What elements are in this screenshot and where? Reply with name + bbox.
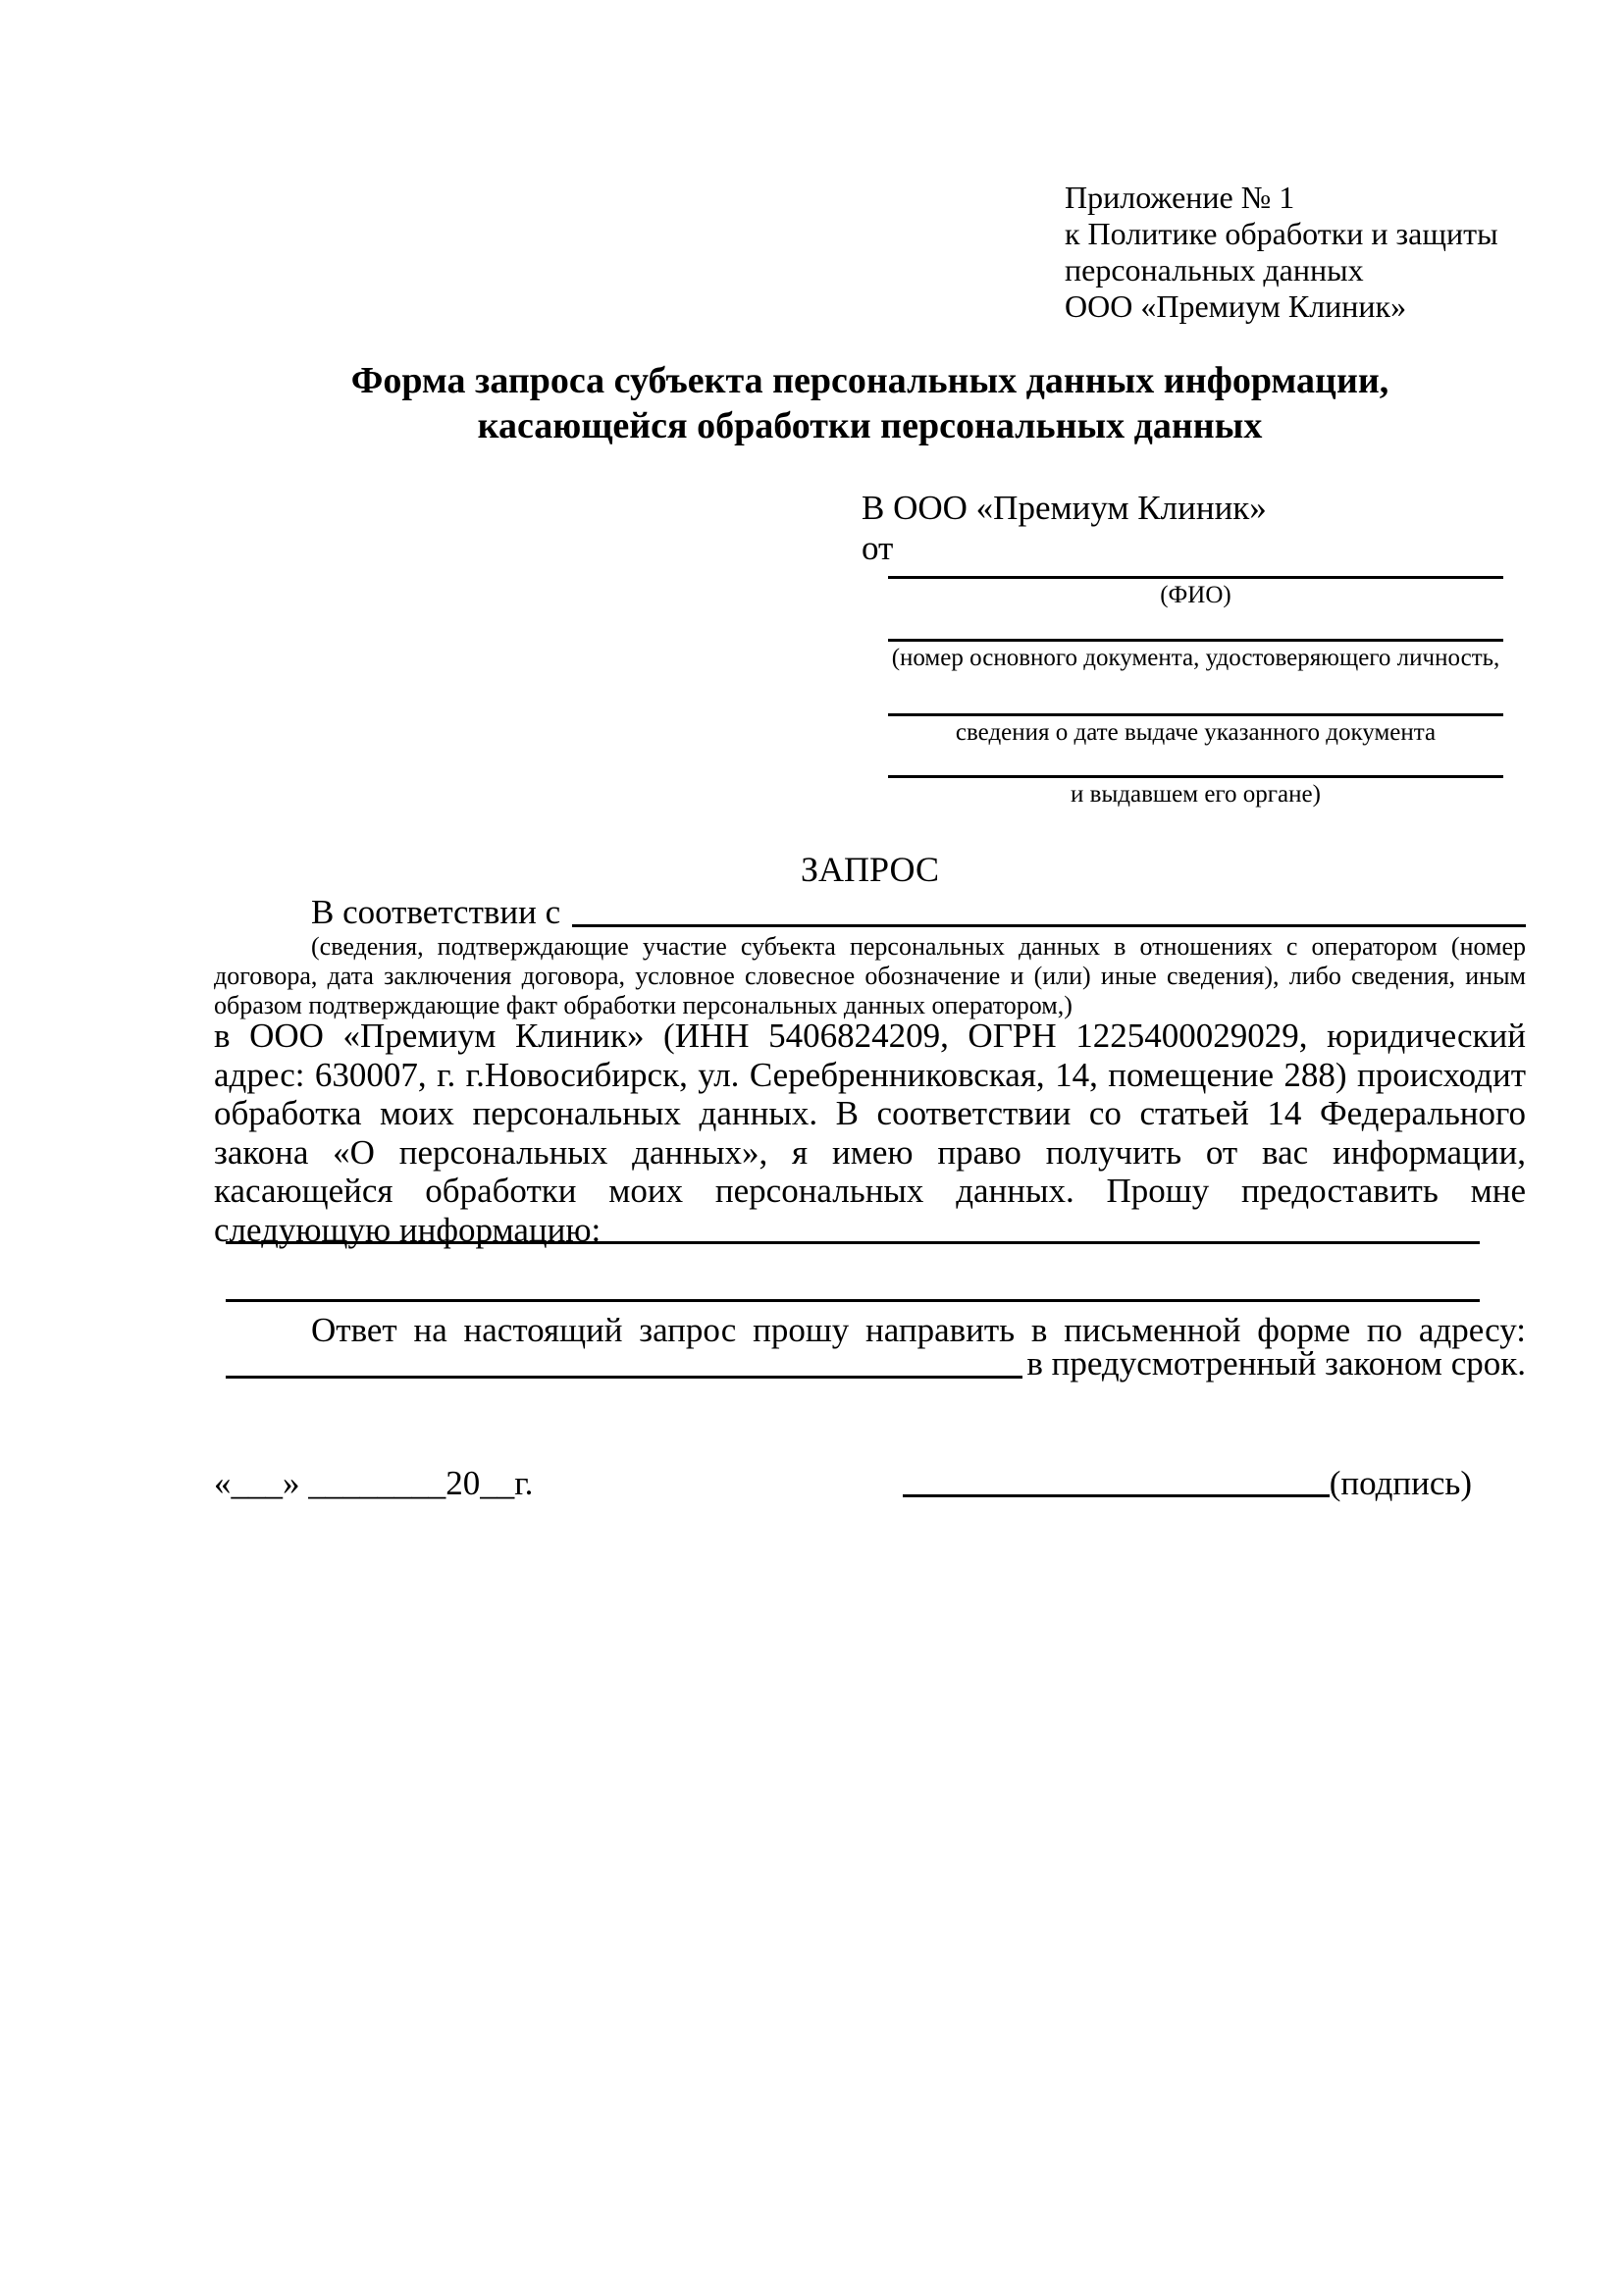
addressee-from-label: от <box>862 529 894 567</box>
appendix-header-line: персональных данных <box>1065 252 1364 287</box>
document-title-line-1: Форма запроса субъекта персональных данных информации, <box>350 360 1389 401</box>
issuing-authority-field-caption: и выдавшем его органе) <box>1071 781 1321 808</box>
fio-blank-field[interactable] <box>888 576 1503 579</box>
document-number-field-row <box>888 639 1503 672</box>
reply-tail-text: в предусмотренный законом срок. <box>1026 1344 1526 1383</box>
appendix-header-line: ООО «Премиум Клиник» <box>1065 288 1407 324</box>
signature-row <box>214 1464 1472 1503</box>
issue-date-blank-field[interactable] <box>888 713 1503 716</box>
information-blank-line-1[interactable] <box>226 1241 1480 1244</box>
information-blank-line-2[interactable] <box>226 1299 1480 1302</box>
reply-address-blank-field[interactable] <box>226 1376 1022 1379</box>
signature-blank-field[interactable] <box>903 1494 1330 1497</box>
document-number-blank-field[interactable] <box>888 639 1503 642</box>
appendix-header-line: Приложение № 1 <box>1065 180 1295 215</box>
accordance-row <box>214 893 1526 932</box>
accordance-label: В соответствии с <box>311 893 561 931</box>
signature-caption: (подпись) <box>1329 1464 1472 1502</box>
fio-field-row <box>888 576 1503 609</box>
reply-address-row <box>226 1344 1526 1383</box>
issue-date-field-caption: сведения о дате выдаче указанного документа <box>955 719 1437 746</box>
accordance-caption: (сведения, подтверждающие участие субъекта персональных данных в отношениях с оператором (номер договора, дата заключения договора, условное словесное обозначение и (или) иные сведения), либо сведения, иным образом подтверждающие факт обработки персональных данных оператором,) <box>214 932 1526 1019</box>
document-title-line-2: касающейся обработки персональных данных <box>477 405 1263 446</box>
addressee-block <box>862 488 1509 568</box>
fio-field-caption: (ФИО) <box>1160 582 1231 608</box>
request-heading: ЗАПРОС <box>801 850 939 889</box>
document-number-field-caption: (номер основного документа, удостоверяющего личность, <box>891 645 1500 671</box>
document-title <box>214 358 1526 448</box>
appendix-header-line: к Политике обработки и защиты <box>1065 216 1498 251</box>
issue-date-field-row <box>888 713 1503 747</box>
appendix-header <box>1065 180 1536 325</box>
accordance-blank-field[interactable] <box>572 924 1526 927</box>
issuing-authority-field-row <box>888 775 1503 809</box>
reply-instruction: Ответ на настоящий запрос прошу направить в письменной форме по адресу: <box>311 1311 1526 1349</box>
request-body-paragraph: в ООО «Премиум Клиник» (ИНН 5406824209, ОГРН 1225400029029, юридический адрес: 630007, г. г.Новосибирск, ул. Серебренниковская, 14, помещение 288) происходит обработка моих персональных данных. В соответствии со статьей 14 Федерального закона «О персональных данных», я имею право получить от вас информации, касающейся обработки моих персональных данных. Прошу предоставить мне следующую информацию: <box>214 1017 1526 1249</box>
issuing-authority-blank-field[interactable] <box>888 775 1503 778</box>
addressee-to: В ООО «Премиум Клиник» <box>862 489 1267 527</box>
date-blank-field[interactable]: «___» ________20__г. <box>214 1464 534 1502</box>
